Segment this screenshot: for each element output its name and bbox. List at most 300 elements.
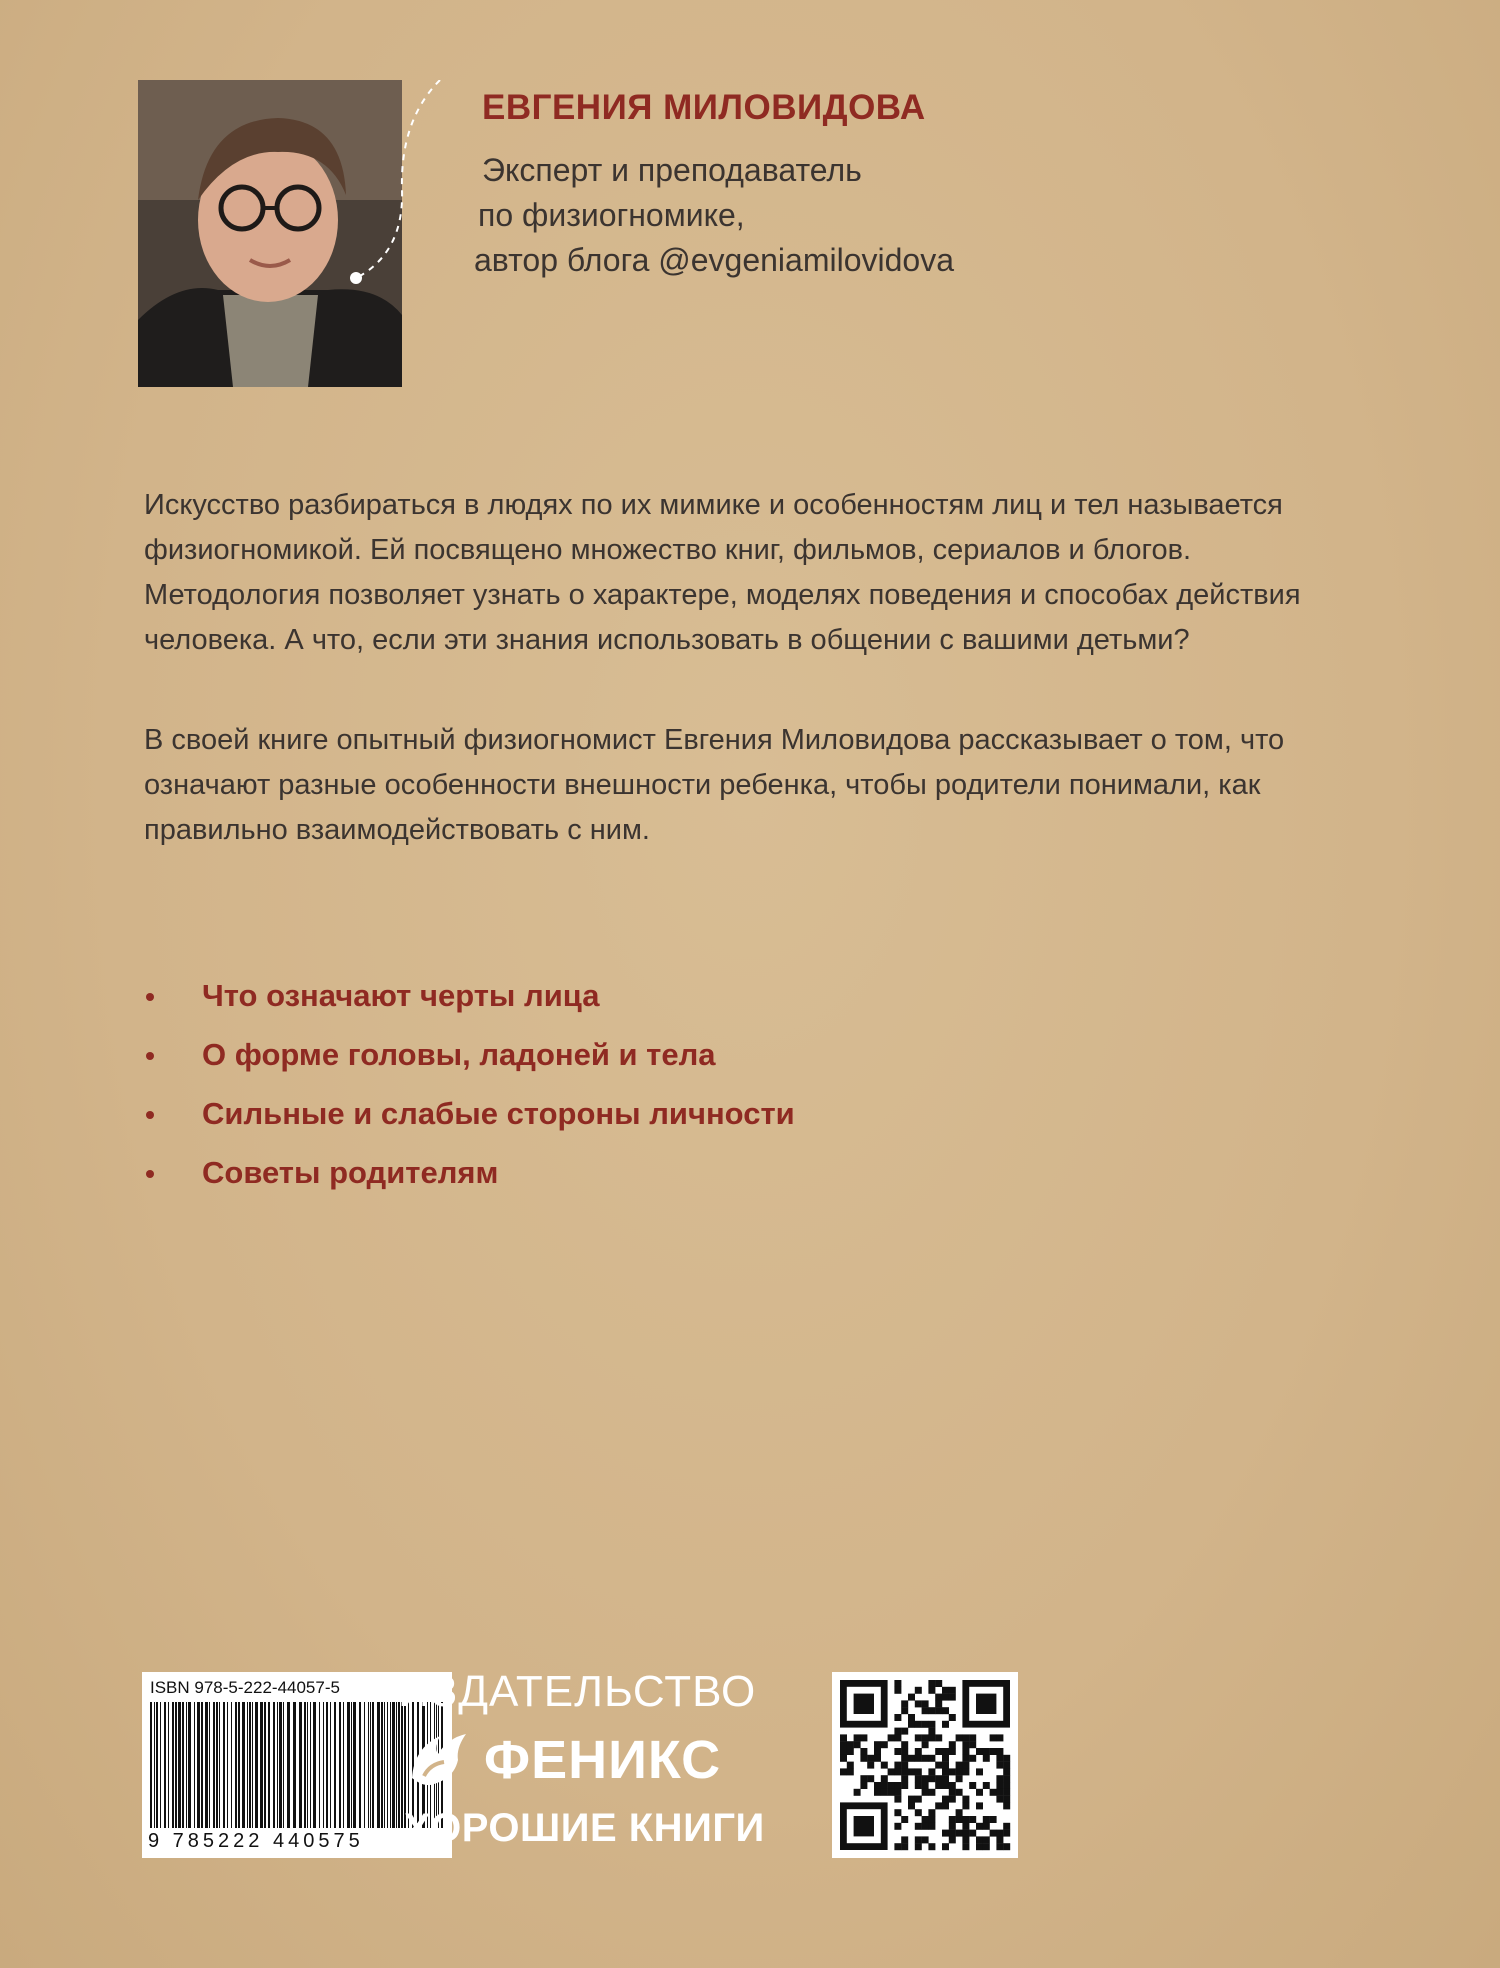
qr-module [915,1768,922,1775]
barcode-bar [154,1702,155,1828]
publisher-line-1: ИЗДАТЕЛЬСТВО [398,1667,757,1716]
qr-module [949,1836,956,1843]
qr-module [867,1775,874,1782]
barcode-bar [194,1702,195,1828]
qr-module [942,1768,949,1775]
qr-module [942,1802,949,1809]
qr-module [1003,1843,1010,1850]
qr-module [888,1782,895,1789]
qr-module [996,1762,1003,1769]
qr-module [935,1775,942,1782]
qr-module [935,1802,942,1809]
barcode-bar [197,1702,200,1828]
barcode-bar [304,1702,306,1828]
qr-module [915,1843,922,1850]
qr-module [901,1836,908,1843]
barcode-bar [326,1702,328,1828]
qr-module [874,1741,881,1748]
qr-module [922,1734,929,1741]
author-name: ЕВГЕНИЯ МИЛОВИДОВА [482,88,926,127]
qr-module [956,1830,963,1837]
barcode-bar [156,1702,158,1828]
qr-module [894,1728,901,1735]
qr-module [928,1775,935,1782]
qr-module [990,1734,997,1741]
qr-module [894,1782,901,1789]
qr-module [962,1836,969,1843]
barcode-bar [164,1702,166,1828]
barcode-bar [150,1702,152,1828]
qr-module [942,1782,949,1789]
qr-module [922,1741,929,1748]
qr-module [928,1789,935,1796]
qr-module [922,1782,929,1789]
qr-module [949,1748,956,1755]
qr-module [996,1755,1003,1762]
qr-module [847,1762,854,1769]
author-bio-line: Эксперт и преподаватель [482,152,862,188]
qr-module [962,1741,969,1748]
feature-list-item [140,976,795,1035]
qr-module [894,1687,901,1694]
barcode-bar [260,1702,263,1828]
qr-module [860,1748,867,1755]
barcode-bar [255,1702,258,1828]
qr-module [922,1755,929,1762]
qr-module [901,1782,908,1789]
qr-module [942,1796,949,1803]
qr-module [908,1796,915,1803]
isbn-label: ISBN 978-5-222-44057-5 [150,1678,340,1697]
qr-module [928,1707,935,1714]
qr-module [969,1816,976,1823]
qr-module [990,1748,997,1755]
qr-module [969,1782,976,1789]
qr-module [962,1816,969,1823]
qr-module [962,1802,969,1809]
qr-module [935,1694,942,1701]
publisher-logo [398,1664,814,1856]
barcode-bars [148,1702,446,1830]
qr-module [1003,1789,1010,1796]
barcode-bar [231,1702,232,1828]
barcode-bar [396,1702,397,1828]
qr-module [1003,1768,1010,1775]
qr-module [894,1680,901,1687]
qr-module [949,1816,956,1823]
qr-module [854,1734,861,1741]
qr-module [908,1755,915,1762]
qr-module [942,1707,949,1714]
barcode-bar [242,1702,245,1828]
qr-module [942,1721,949,1728]
qr-module [915,1700,922,1707]
qr-module [922,1775,929,1782]
barcode-bar [370,1702,371,1828]
barcode-bar [313,1702,316,1828]
qr-module [969,1734,976,1741]
qr-module [915,1823,922,1830]
qr-module [1003,1796,1010,1803]
qr-module [928,1680,935,1687]
qr-module [840,1741,847,1748]
barcode-bar [372,1702,374,1828]
barcode-bar [216,1702,218,1828]
qr-module [949,1789,956,1796]
qr-module [962,1748,969,1755]
qr-module [928,1809,935,1816]
barcode-bar [293,1702,296,1828]
publisher-name-text: ФЕНИКС [484,1730,722,1790]
description-paragraph-2: В своей книге опытный физиогномист Евгения Миловидова рассказывает о том, что означают разные особенности внешности ребенка, чтобы родители понимали, как правильно взаимодействовать с ним. [144,724,1285,846]
barcode-bar [268,1702,270,1828]
description-paragraph-1: Искусство разбираться в людях по их мимике и особенностям лиц и тел называется физиогномикой. Ей посвящено множество книг, фильмов, сериалов и блогов. Методология позволяет узнать о характере, моделях поведения и способах действия человека. А что, если эти знания использовать в общении с вашими детьми? [144,489,1301,656]
publisher-name [404,1720,814,1800]
author-bio-line: по физиогномике, [478,197,745,233]
qr-module [874,1782,881,1789]
qr-module [956,1762,963,1769]
barcode-bar [175,1702,177,1828]
qr-module [860,1755,867,1762]
qr-module [949,1768,956,1775]
qr-module [996,1789,1003,1796]
qr-module [894,1714,901,1721]
qr-module [860,1782,867,1789]
qr-module [962,1734,969,1741]
barcode-bar [227,1702,228,1828]
qr-module [928,1728,935,1735]
barcode-bar [186,1702,187,1828]
qr-module [949,1796,956,1803]
barcode-bar [279,1702,282,1828]
qr-module [901,1816,908,1823]
qr-module [942,1748,949,1755]
qr-module [915,1836,922,1843]
qr-module [854,1789,861,1796]
qr-module [908,1721,915,1728]
barcode-bar [310,1702,311,1828]
qr-module [996,1734,1003,1741]
qr-module [888,1768,895,1775]
qr-module [888,1789,895,1796]
qr-module [949,1741,956,1748]
barcode-bar [283,1702,284,1828]
barcode-bar [323,1702,324,1828]
qr-module [983,1782,990,1789]
qr-module [901,1741,908,1748]
qr-module [949,1714,956,1721]
qr-module [874,1748,881,1755]
qr-module [942,1843,949,1850]
qr-module [949,1830,956,1837]
qr-module [928,1687,935,1694]
qr-module [990,1816,997,1823]
qr-module [956,1816,963,1823]
qr-module [915,1796,922,1803]
barcode-bar [319,1702,320,1828]
bullet-icon [146,1052,154,1060]
barcode-bar [252,1702,253,1828]
qr-module [847,1748,854,1755]
barcode-bar [201,1702,203,1828]
qr-module [860,1734,867,1741]
qr-module [894,1748,901,1755]
barcode-bar [401,1702,403,1828]
qr-module [935,1700,942,1707]
feature-label: Сильные и слабые стороны личности [202,1096,795,1131]
bullet-icon [146,993,154,1001]
qr-module [888,1734,895,1741]
qr-module [935,1707,942,1714]
qr-module [996,1775,1003,1782]
qr-module [976,1802,983,1809]
qr-module [840,1734,847,1741]
qr-module [840,1755,847,1762]
qr-module [956,1734,963,1741]
qr-module [949,1687,956,1694]
barcode-bar [359,1702,361,1828]
barcode-bar [182,1702,184,1828]
qr-module [962,1762,969,1769]
qr-module [928,1721,935,1728]
barcode-bar [249,1702,251,1828]
qr-module [847,1768,854,1775]
barcode-bar [178,1702,181,1828]
qr-module [942,1830,949,1837]
qr-module [962,1830,969,1837]
qr-module [860,1775,867,1782]
barcode-bar [353,1702,356,1828]
qr-code [832,1672,1018,1858]
qr-module [915,1775,922,1782]
barcode-bar [377,1702,380,1828]
qr-module [894,1768,901,1775]
qr-module [1003,1782,1010,1789]
qr-module [915,1809,922,1816]
qr-finder-pattern [854,1694,874,1714]
qr-module [956,1789,963,1796]
barcode-bar [247,1702,248,1828]
qr-module [1003,1762,1010,1769]
qr-module [1003,1775,1010,1782]
qr-module [894,1734,901,1741]
qr-module [996,1836,1003,1843]
barcode-bar [330,1702,331,1828]
barcode-bar [277,1702,278,1828]
barcode-bar [307,1702,308,1828]
feature-list-item [140,1094,795,1153]
qr-module [915,1721,922,1728]
qr-module [942,1694,949,1701]
bullet-icon [146,1111,154,1119]
qr-module [867,1755,874,1762]
barcode-bar [334,1702,336,1828]
qr-module [908,1768,915,1775]
barcode-bar [273,1702,275,1828]
feature-list [140,976,795,1212]
qr-module [922,1836,929,1843]
qr-module [874,1755,881,1762]
barcode-bar [223,1702,225,1828]
qr-module [990,1830,997,1837]
barcode-bar [168,1702,169,1828]
qr-module [983,1836,990,1843]
barcode-bar [209,1702,210,1828]
qr-module [894,1789,901,1796]
qr-module [908,1714,915,1721]
qr-module [901,1707,908,1714]
qr-module [969,1830,976,1837]
barcode-bar [392,1702,395,1828]
feature-list-item [140,1035,795,1094]
qr-module [915,1734,922,1741]
qr-module [949,1782,956,1789]
qr-module [1003,1830,1010,1837]
qr-module [922,1721,929,1728]
qr-module [922,1700,929,1707]
barcode-bar [219,1702,220,1828]
ean-digits: 9 785222 440575 [148,1830,364,1852]
qr-module [915,1687,922,1694]
qr-module [901,1775,908,1782]
barcode-bar [347,1702,350,1828]
qr-module [990,1789,997,1796]
qr-module [962,1755,969,1762]
qr-module [956,1768,963,1775]
qr-module [881,1775,888,1782]
qr-module [983,1755,990,1762]
barcode-bar [160,1702,161,1828]
barcode-bar [188,1702,191,1828]
qr-module [956,1809,963,1816]
barcode-bar [205,1702,208,1828]
qr-module [922,1823,929,1830]
qr-module [996,1830,1003,1837]
qr-module [962,1796,969,1803]
barcode-bar [368,1702,369,1828]
barcode-bar [339,1702,341,1828]
qr-module [901,1755,908,1762]
qr-module [874,1789,881,1796]
qr-module [881,1782,888,1789]
qr-module [976,1843,983,1850]
qr-module [935,1762,942,1769]
qr-module [928,1823,935,1830]
qr-module [915,1748,922,1755]
qr-module [983,1843,990,1850]
barcode-bar [351,1702,352,1828]
qr-module [969,1755,976,1762]
qr-module [935,1680,942,1687]
qr-module [1003,1823,1010,1830]
qr-finder-pattern [854,1816,874,1836]
qr-module [962,1768,969,1775]
feature-label: О форме головы, ладоней и тела [202,1037,716,1072]
qr-module [840,1768,847,1775]
barcode-bar [343,1702,344,1828]
barcode-bar [381,1702,383,1828]
publisher-slogan: ХОРОШИЕ КНИГИ [404,1806,765,1850]
qr-module [901,1768,908,1775]
barcode-bar [213,1702,215,1828]
qr-module [956,1775,963,1782]
qr-module [976,1836,983,1843]
qr-module [901,1843,908,1850]
qr-module [922,1816,929,1823]
qr-code-pattern [832,1672,1018,1858]
qr-module [983,1816,990,1823]
qr-module [1003,1755,1010,1762]
qr-module [976,1768,983,1775]
qr-module [962,1843,969,1850]
qr-module [996,1748,1003,1755]
qr-module [942,1755,949,1762]
barcode-bar [364,1702,365,1828]
qr-module [881,1789,888,1796]
qr-module [962,1823,969,1830]
qr-module [928,1734,935,1741]
qr-module [922,1789,929,1796]
qr-module [901,1748,908,1755]
qr-module [949,1694,956,1701]
qr-module [894,1762,901,1769]
feature-label: Советы родителям [202,1155,499,1190]
author-bio [474,148,954,283]
author-bio-line: автор блога @evgeniamilovidova [474,242,954,278]
qr-module [901,1700,908,1707]
qr-module [942,1775,949,1782]
qr-module [983,1748,990,1755]
qr-module [996,1782,1003,1789]
barcode-bar [390,1702,391,1828]
qr-module [894,1809,901,1816]
qr-module [976,1823,983,1830]
barcode-bar [299,1702,302,1828]
qr-module [915,1755,922,1762]
qr-module [881,1762,888,1769]
feature-list-item [140,1153,795,1212]
barcode-bar [287,1702,290,1828]
qr-module [854,1741,861,1748]
qr-module [935,1734,942,1741]
qr-module [935,1782,942,1789]
barcode-bar [235,1702,237,1828]
qr-module [983,1823,990,1830]
barcode-bar [264,1702,266,1828]
qr-module [996,1843,1003,1850]
qr-module [942,1687,949,1694]
barcode-bar [172,1702,174,1828]
qr-module [969,1741,976,1748]
qr-module [942,1762,949,1769]
qr-module [928,1843,935,1850]
qr-module [996,1796,1003,1803]
qr-module [976,1789,983,1796]
qr-module [1003,1802,1010,1809]
dotted-connector-line [340,80,490,300]
qr-module [928,1816,935,1823]
barcode-bar [238,1702,240,1828]
qr-module [901,1728,908,1735]
qr-module [847,1741,854,1748]
qr-module [908,1694,915,1701]
qr-module [867,1762,874,1769]
qr-module [915,1782,922,1789]
qr-module [894,1843,901,1850]
barcode-bar [398,1702,400,1828]
qr-module [928,1755,935,1762]
qr-module [894,1796,901,1803]
